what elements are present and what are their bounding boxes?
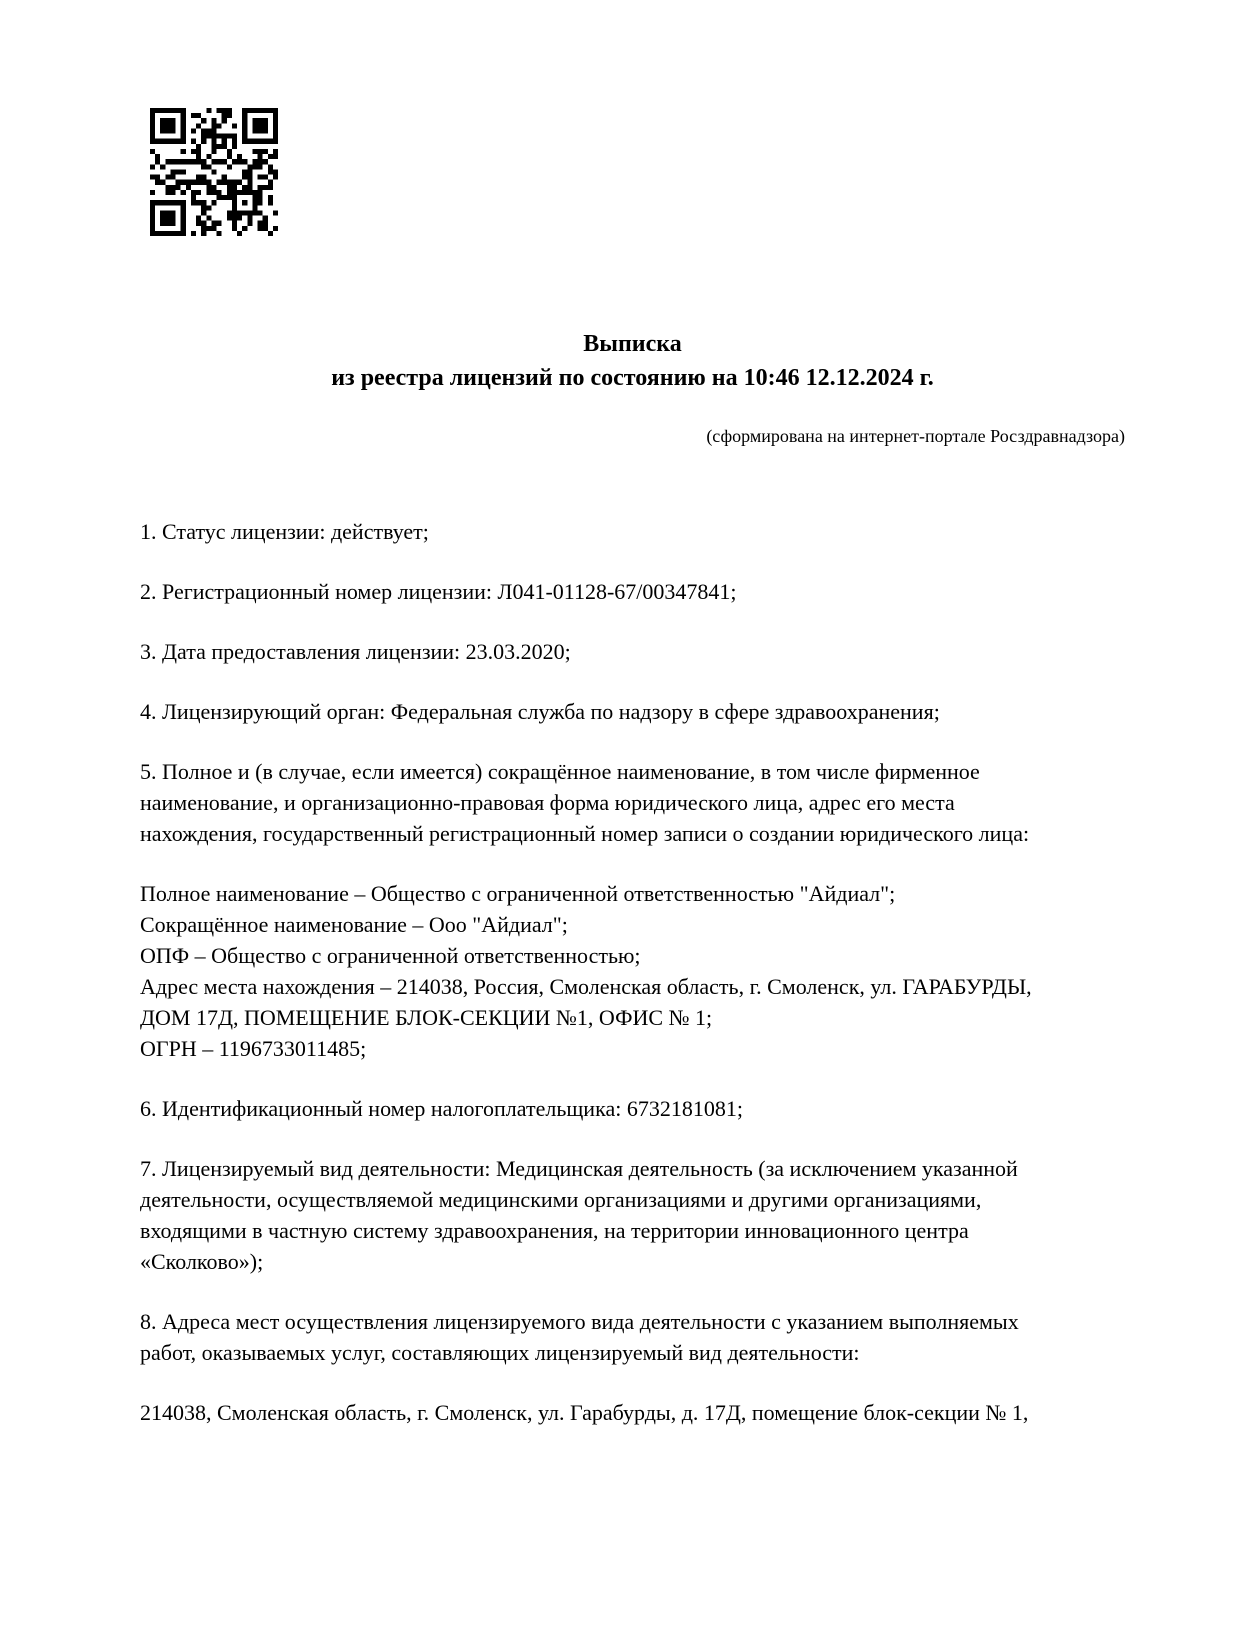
text-line: деятельности, осуществляемой медицинскими организациями и другими организациями, xyxy=(140,1187,982,1212)
document-title-line1: Выписка xyxy=(583,331,682,357)
text-line: входящими в частную систему здравоохранения, на территории инновационного центра xyxy=(140,1218,969,1243)
text-line: ОПФ – Общество с ограниченной ответственностью; xyxy=(140,943,641,968)
text-line: 214038, Смоленская область, г. Смоленск, ул. Гарабурды, д. 17Д, помещение блок-секции № 1, xyxy=(140,1400,1029,1425)
paragraph-licensing-authority xyxy=(140,696,1125,727)
text-line: работ, оказываемых услуг, составляющих лицензируемый вид деятельности: xyxy=(140,1340,860,1365)
text-line: 2. Регистрационный номер лицензии: Л041-01128-67/00347841; xyxy=(140,579,737,604)
text-line: 5. Полное и (в случае, если имеется) сокращённое наименование, в том числе фирменное xyxy=(140,759,980,784)
document-title-line2: из реестра лицензий по состоянию на 10:46 12.12.2024 г. xyxy=(331,365,934,391)
text-line: ДОМ 17Д, ПОМЕЩЕНИЕ БЛОК-СЕКЦИИ №1, ОФИС № 1; xyxy=(140,1005,713,1030)
text-line: Адрес места нахождения – 214038, Россия, Смоленская область, г. Смоленск, ул. ГАРАБУРДЫ, xyxy=(140,974,1032,999)
paragraph-activity-addresses-intro xyxy=(140,1306,1125,1368)
text-line: 8. Адреса мест осуществления лицензируемого вида деятельности с указанием выполняемых xyxy=(140,1309,1019,1334)
qr-code-image xyxy=(150,108,278,236)
document-body xyxy=(140,516,1125,1457)
paragraph-license-status xyxy=(140,516,1125,547)
paragraph-legal-entity-intro xyxy=(140,756,1125,849)
document-title xyxy=(140,327,1125,395)
paragraph-legal-entity-details xyxy=(140,878,1125,1064)
text-line: Сокращённое наименование – Ооо "Айдиал"; xyxy=(140,912,568,937)
qr-code-icon xyxy=(150,108,278,236)
text-line: ОГРН – 1196733011485; xyxy=(140,1036,367,1061)
text-line: Полное наименование – Общество с ограниченной ответственностью "Айдиал"; xyxy=(140,881,896,906)
paragraph-grant-date xyxy=(140,636,1125,667)
paragraph-activity-address xyxy=(140,1397,1125,1428)
text-line: 7. Лицензируемый вид деятельности: Медицинская деятельность (за исключением указанной xyxy=(140,1156,1018,1181)
paragraph-registration-number xyxy=(140,576,1125,607)
text-line: нахождения, государственный регистрационный номер записи о создании юридического лица: xyxy=(140,821,1030,846)
text-line: наименование, и организационно-правовая форма юридического лица, адрес его места xyxy=(140,790,955,815)
text-line: 3. Дата предоставления лицензии: 23.03.2020; xyxy=(140,639,571,664)
paragraph-taxpayer-number xyxy=(140,1093,1125,1124)
text-line: 1. Статус лицензии: действует; xyxy=(140,519,429,544)
paragraph-licensed-activity xyxy=(140,1153,1125,1277)
text-line: «Сколково»); xyxy=(140,1249,264,1274)
text-line: 4. Лицензирующий орган: Федеральная служба по надзору в сфере здравоохранения; xyxy=(140,699,940,724)
text-line: 6. Идентификационный номер налогоплательщика: 6732181081; xyxy=(140,1096,743,1121)
document-subtitle: (сформирована на интернет-портале Росздравнадзора) xyxy=(706,426,1125,446)
